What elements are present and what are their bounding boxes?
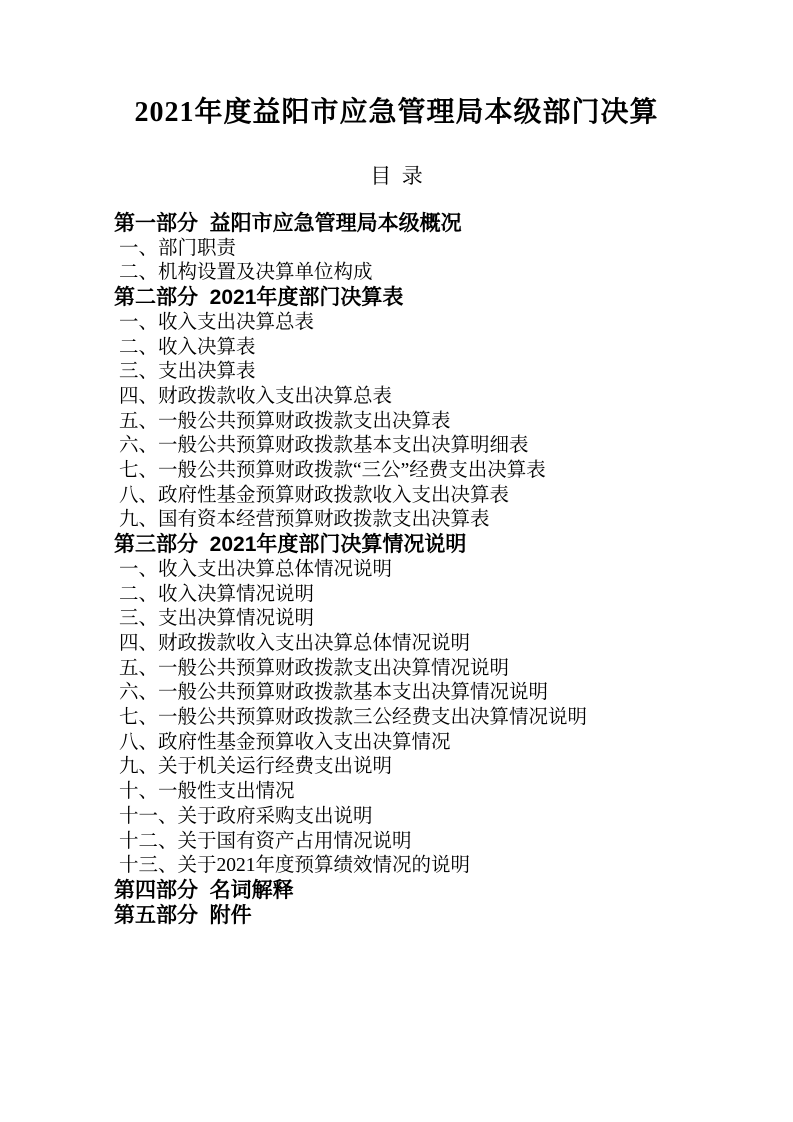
- document-title: 2021年度益阳市应急管理局本级部门决算: [134, 97, 659, 128]
- toc-item: 四、财政拨款收入支出决算总表: [119, 385, 393, 407]
- toc-item: 九、关于机关运行经费支出说明: [119, 756, 393, 778]
- toc-item: 十、一般性支出情况: [119, 781, 295, 803]
- toc-item: 九、国有资本经营预算财政拨款支出决算表: [119, 509, 490, 531]
- toc-item: 二、收入决算情况说明: [119, 583, 315, 605]
- toc-section-header: 第三部分 2021年度部门决算情况说明: [114, 533, 467, 557]
- toc-item: 二、收入决算表: [119, 336, 256, 358]
- toc-section-header: 第四部分 名词解释: [114, 878, 294, 902]
- toc-item: 三、支出决算表: [119, 361, 256, 383]
- toc-item: 一、收入支出决算总表: [119, 311, 315, 333]
- toc-section-header: 第二部分 2021年度部门决算表: [114, 286, 404, 310]
- toc-list: [0, 212, 793, 928]
- toc-item: 三、支出决算情况说明: [119, 608, 315, 630]
- toc-item: 一、部门职责: [119, 237, 237, 259]
- toc-item: 十三、关于2021年度预算绩效情况的说明: [119, 855, 471, 877]
- toc-item: 七、一般公共预算财政拨款三公经费支出决算情况说明: [119, 707, 588, 729]
- toc-item: 五、一般公共预算财政拨款支出决算表: [119, 410, 451, 432]
- toc-item: 四、财政拨款收入支出决算总体情况说明: [119, 632, 471, 654]
- toc-item: 十一、关于政府采购支出说明: [119, 805, 373, 827]
- toc-heading: 目 录: [370, 164, 423, 188]
- toc-item: 六、一般公共预算财政拨款基本支出决算情况说明: [119, 682, 549, 704]
- toc-item: 五、一般公共预算财政拨款支出决算情况说明: [119, 657, 510, 679]
- toc-item: 一、收入支出决算总体情况说明: [119, 558, 393, 580]
- toc-item: 六、一般公共预算财政拨款基本支出决算明细表: [119, 435, 529, 457]
- toc-item: 八、政府性基金预算收入支出决算情况: [119, 731, 451, 753]
- toc-item: 八、政府性基金预算财政拨款收入支出决算表: [119, 484, 510, 506]
- toc-item: 二、机构设置及决算单位构成: [119, 262, 373, 284]
- toc-item: 七、一般公共预算财政拨款“三公”经费支出决算表: [119, 460, 546, 482]
- toc-item: 十二、关于国有资产占用情况说明: [119, 830, 412, 852]
- toc-section-header: 第一部分 益阳市应急管理局本级概况: [114, 212, 462, 235]
- toc-section-header: 第五部分 附件: [114, 903, 252, 927]
